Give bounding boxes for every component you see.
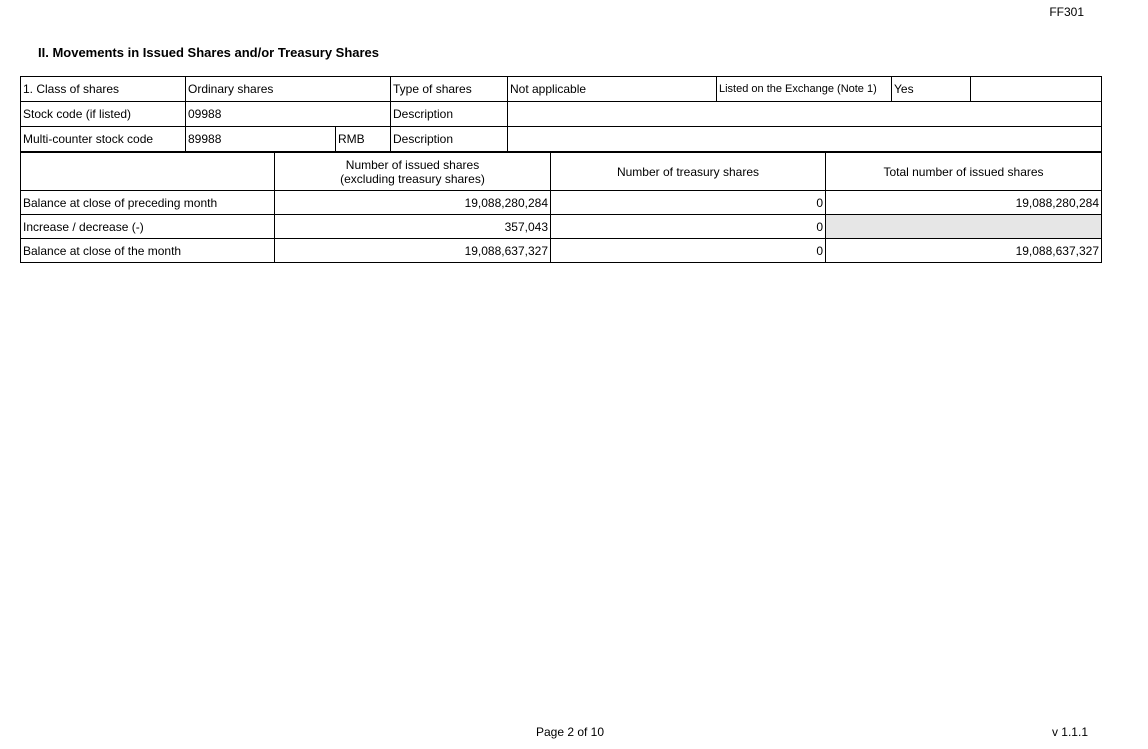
issued-shares-value: 19,088,637,327 xyxy=(275,239,551,263)
class-of-shares-label: 1. Class of shares xyxy=(21,77,186,102)
total-issued-shares-value: 19,088,280,284 xyxy=(826,191,1102,215)
issued-shares-header xyxy=(275,153,551,191)
class-of-shares-value: Ordinary shares xyxy=(186,77,391,102)
header-blank-cell xyxy=(21,153,275,191)
description-label: Description xyxy=(391,102,508,127)
blank-cell xyxy=(971,77,1102,102)
row-label: Increase / decrease (-) xyxy=(21,215,275,239)
total-issued-shares-value xyxy=(826,215,1102,239)
version-label: v 1.1.1 xyxy=(1051,725,1088,739)
table-row xyxy=(21,215,1102,239)
treasury-shares-value: 0 xyxy=(551,215,826,239)
row-label: Balance at close of preceding month xyxy=(21,191,275,215)
treasury-shares-value: 0 xyxy=(551,191,826,215)
treasury-shares-header: Number of treasury shares xyxy=(551,153,826,191)
description-value-2 xyxy=(508,127,1102,152)
stock-code-label: Stock code (if listed) xyxy=(21,102,186,127)
row-label: Balance at close of the month xyxy=(21,239,275,263)
table-row xyxy=(21,127,1102,152)
description-label-2: Description xyxy=(391,127,508,152)
listed-on-exchange-label: Listed on the Exchange (Note 1) xyxy=(717,77,892,102)
table-row xyxy=(21,102,1102,127)
currency-label: RMB xyxy=(336,127,391,152)
balances-table xyxy=(20,152,1102,263)
table-row xyxy=(21,77,1102,102)
issued-shares-header-line1: Number of issued shares xyxy=(345,157,480,172)
total-issued-shares-value: 19,088,637,327 xyxy=(826,239,1102,263)
issued-shares-value: 19,088,280,284 xyxy=(275,191,551,215)
table-row xyxy=(21,191,1102,215)
issued-shares-header-line2: (excluding treasury shares) xyxy=(340,171,485,186)
form-code: FF301 xyxy=(1049,5,1084,19)
treasury-shares-value: 0 xyxy=(551,239,826,263)
type-of-shares-value: Not applicable xyxy=(508,77,717,102)
total-issued-shares-header: Total number of issued shares xyxy=(826,153,1102,191)
table-header-row xyxy=(21,153,1102,191)
multi-counter-stock-code-value: 89988 xyxy=(186,127,336,152)
listed-on-exchange-value: Yes xyxy=(892,77,971,102)
multi-counter-stock-code-label: Multi-counter stock code xyxy=(21,127,186,152)
section-title: II. Movements in Issued Shares and/or Treasury Shares xyxy=(38,45,380,60)
page-number: Page 2 of 10 xyxy=(535,725,605,739)
share-info-table xyxy=(20,76,1102,152)
stock-code-value: 09988 xyxy=(186,102,391,127)
table-row xyxy=(21,239,1102,263)
issued-shares-value: 357,043 xyxy=(275,215,551,239)
description-value xyxy=(508,102,1102,127)
type-of-shares-label: Type of shares xyxy=(391,77,508,102)
